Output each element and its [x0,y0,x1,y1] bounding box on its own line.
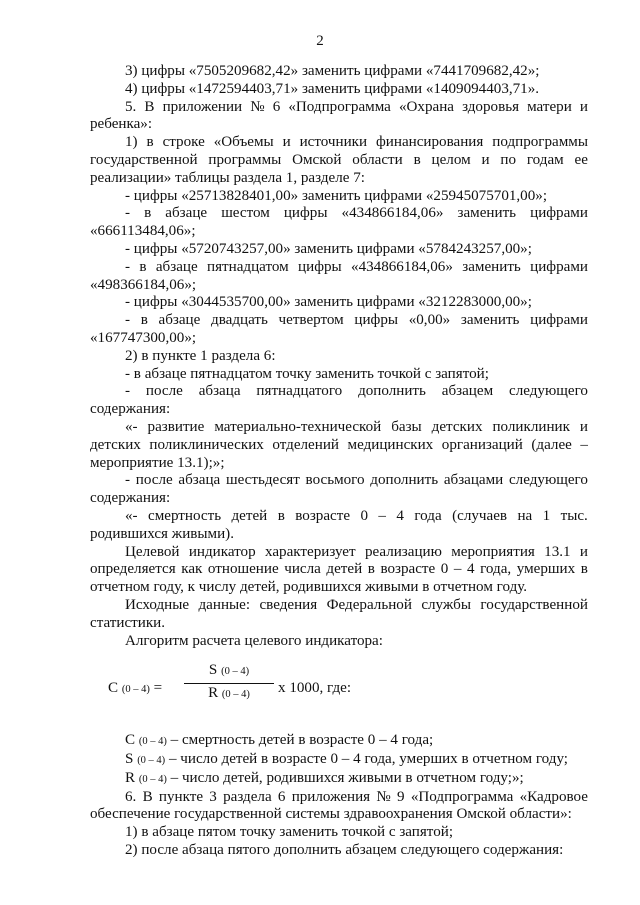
word: смертность [148,507,222,524]
word: подпрограммы [492,134,588,151]
text-line [90,312,588,330]
word: в [140,312,148,329]
word: «0,00» [408,312,451,329]
word: Исходные [125,596,190,613]
word: ее [574,151,588,168]
word: реализацию [364,543,442,560]
word: двадцать [211,312,268,329]
word: после [135,472,173,489]
word: (далее [531,436,572,453]
definition-subscript: (0 – 4) [138,736,167,748]
text-line: ребенка»: [90,116,153,133]
word: – [580,436,588,453]
word: Федеральной [326,596,412,613]
word: поликлинических [149,436,264,453]
word: – [453,561,462,578]
word: отделений [272,436,339,453]
word: материально-технической [214,418,382,435]
word: В [142,788,153,805]
text-line: родившихся живыми). [90,525,234,542]
word: и [481,151,490,168]
word: шестом [221,205,270,222]
text-line: 2) после абзаца пятого дополнить абзацем следующего содержания: [125,842,564,859]
word: цифры [354,312,399,329]
word: возрасте [380,561,436,578]
definition-letter: S [125,751,134,768]
word: на [517,507,533,524]
word: цифрами [530,312,588,329]
word: цифрами [530,205,588,222]
formula-lhs-subscript: (0 – 4) [121,684,150,696]
document-body [90,63,588,860]
word: тыс. [560,507,588,524]
word: поликлиник [492,418,570,435]
formula-fraction [188,662,270,704]
word: финансирования [376,134,484,151]
word: дополнить [370,472,439,489]
text-line: 4) цифры «1472594403,71» заменить цифрами «1409094403,71». [125,80,540,97]
word: как [181,561,203,578]
word: и [579,418,588,435]
word: «434866184,06» [351,258,453,275]
text-line: содержания: [90,401,171,418]
text-line [90,152,588,170]
word: государственной [90,151,198,168]
formula-den-subscript: (0 – 4) [221,689,250,701]
word: - [125,383,131,400]
text-line [90,597,588,615]
word: после [145,383,183,400]
text-line: статистики. [90,614,166,631]
word: отношение [207,561,279,578]
word: числа [284,561,321,578]
word: Целевой [125,543,180,560]
word: области [352,151,403,168]
text-line: 2) в пункте 1 раздела 6: [125,347,276,364]
text-line [90,472,588,490]
formula-denominator [188,684,270,704]
word: и [282,134,291,151]
word: - [125,472,131,489]
word: 13.1 [544,543,571,560]
text-line: содержания: [90,490,171,507]
word: и [579,543,588,560]
word: «434866184,06» [341,205,444,222]
text-line: Алгоритм расчета целевого индикатора: [125,632,383,649]
definition-c [90,732,588,751]
main-text [90,63,588,650]
word: «Подпрограмма [288,98,391,115]
text-line [90,561,588,579]
word: умерших [516,561,576,578]
word: «- [125,507,138,524]
word: четвертом [278,312,344,329]
definition-s [90,751,588,770]
word: 6. [125,788,137,805]
word: Омской [292,151,342,168]
word: определяется [90,561,176,578]
word: абзаце [155,258,198,275]
word: дополнить [358,383,426,400]
word: детей [326,561,363,578]
text-line: - цифры «5720743257,00» заменить цифрами «5784243257,00»; [125,240,532,257]
word: развитие [147,418,205,435]
tail-text [90,789,588,860]
word: пятнадцатого [256,383,343,400]
word: государственной [480,596,588,613]
word: приложении [162,98,243,115]
formula-lhs: C (0 – 4) = [108,680,163,697]
word: базы [391,418,422,435]
word: и [579,98,588,115]
word: - [125,258,131,275]
definition-subscript: (0 – 4) [138,773,167,785]
word: данные: [198,596,251,613]
definitions [90,732,588,788]
word: «Кадровое [519,788,588,805]
word: 1 [542,507,551,524]
formula-numerator [188,662,270,683]
definition-text: – смертность детей в возрасте 0 – 4 года; [170,732,434,749]
text-line [90,383,588,401]
word: сведения [259,596,318,613]
word: цифры [298,258,342,275]
word: годам [526,151,564,168]
word: года, [480,561,512,578]
word: «- [125,418,138,435]
text-line [90,508,588,526]
word: медицинских [347,436,434,453]
word: «Охрана [398,98,454,115]
word: 0 [360,507,368,524]
word: заменить [457,205,517,222]
word: мероприятия [451,543,535,560]
word: раздела [223,788,272,805]
text-line [90,259,588,277]
text-line: «666113484,06»; [90,223,196,240]
word: пятнадцатом [207,258,289,275]
page-number: 2 [316,33,324,49]
word: № [376,788,391,805]
definition-text: – число детей, родившихся живыми в отчетном году;»; [170,769,524,786]
word: абзаца [178,472,221,489]
definition-letter: C [125,732,136,749]
text-line [90,205,588,223]
text-line: 3) цифры «7505209682,42» заменить цифрами «7441709682,42»; [125,63,540,79]
word: 6 [272,98,281,115]
text-line: «167747300,00»; [90,329,197,346]
word: целом [431,151,471,168]
word: «Подпрограмма [410,788,514,805]
word: службы [421,596,471,613]
word: 1) [125,134,138,151]
word: в [146,134,154,151]
word: здоровья [462,98,520,115]
word: детских [90,436,141,453]
word: в [277,507,285,524]
word: детских [431,418,483,435]
word: следующего [508,472,588,489]
word: возрасте [295,507,351,524]
word: в [144,205,152,222]
word: заменить [460,312,520,329]
word: 5. [125,98,137,115]
text-line: «498366184,06»; [90,276,197,293]
formula-den-letter: R [208,685,219,702]
word: № [250,98,265,115]
word: детей [231,507,268,524]
word: в [413,151,421,168]
word: матери [527,98,572,115]
word: 4 [467,561,475,578]
text-line: - цифры «25713828401,00» заменить цифрами «25945075701,00»; [125,187,548,204]
word: восьмого [305,472,365,489]
word: абзацем [441,383,494,400]
text-line: - цифры «3044535700,00» заменить цифрами «3212283000,00»; [125,294,532,311]
word: приложения [291,788,371,805]
word: следующего [509,383,588,400]
definition-subscript: (0 – 4) [137,755,166,767]
word: по [500,151,517,168]
definition-r [90,770,588,789]
word: абзацами [443,472,504,489]
word: характеризует [264,543,356,560]
word: в [367,561,375,578]
word: в [580,561,588,578]
word: – [378,507,386,524]
text-line: отчетном году, к числу детей, родившихся живыми в отчетном году. [90,579,528,596]
formula [90,658,588,728]
word: в [139,258,147,275]
word: - [125,205,131,222]
formula-lhs-letter: C [108,680,119,697]
word: года [414,507,442,524]
word: 6 [277,788,286,805]
text-line [90,99,588,117]
text-line: реализации» таблицы раздела 1, разделе 7: [90,169,365,186]
definition-text: – число детей в возрасте 0 – 4 года, умерших в отчетном году; [168,751,569,768]
text-line: - в абзаце пятнадцатом точку заменить точкой с запятой; [125,365,489,382]
word: В [144,98,155,115]
formula-num-subscript: (0 – 4) [221,666,250,678]
word: абзаце [165,205,208,222]
word: «Объемы [213,134,274,151]
word: программы [208,151,282,168]
word: источники [299,134,368,151]
text-line: 1) в абзаце пятом точку заменить точкой с запятой; [125,824,454,841]
text-line [90,544,588,562]
text-line: мероприятие 13.1);»; [90,454,225,471]
text-line [90,437,588,455]
formula-num-letter: S [208,662,218,679]
word: 0 [440,561,449,578]
word: цифры [283,205,328,222]
text-line [90,134,588,152]
definition-letter: R [125,769,136,786]
word: строке [162,134,205,151]
word: заменить [462,258,521,275]
word: шестьдесят [225,472,300,489]
word: 3 [209,788,217,805]
word: (случаев [452,507,508,524]
text-line [90,419,588,437]
word: индикатор [188,543,256,560]
word: - [125,312,131,329]
word: абзаце [158,312,201,329]
word: пункте [158,788,204,805]
word: 9 [397,788,405,805]
word: 4 [396,507,404,524]
text-line: обеспечение государственной системы здравоохранения Омской области»: [90,806,572,823]
word: абзаца [198,383,241,400]
word: цифрами [530,258,588,275]
word: организаций [441,436,523,453]
text-line [90,789,588,807]
formula-rhs: x 1000, где: [278,680,352,697]
